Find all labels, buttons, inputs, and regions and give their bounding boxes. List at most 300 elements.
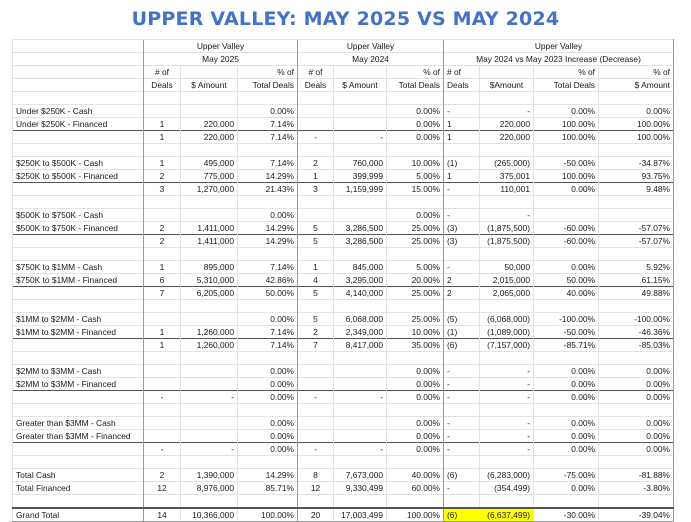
- deals-2024-cell: [298, 378, 334, 391]
- col-header: % of: [599, 66, 674, 79]
- deals-2025-cell: [144, 430, 181, 443]
- col-header: $Amount: [480, 79, 534, 92]
- deals-2025-cell: [144, 313, 181, 326]
- deals-change-cell: -: [444, 417, 480, 430]
- table-row: [13, 118, 674, 131]
- amount-2025-cell: 5,310,000: [181, 274, 238, 287]
- pct-deals-change-cell: [534, 209, 599, 222]
- amount-2025-cell: 1,260,000: [181, 339, 238, 352]
- row-label: $1MM to $2MM - Cash: [13, 313, 144, 326]
- deals-2024-cell: 5: [298, 222, 334, 235]
- empty-cell: [13, 495, 144, 509]
- col-header: Total Deals: [387, 79, 444, 92]
- deals-change-cell: 1: [444, 170, 480, 183]
- amount-2024-cell: [334, 378, 387, 391]
- empty-cell: [181, 248, 238, 261]
- empty-cell: [534, 92, 599, 105]
- amount-2024-cell: -: [334, 131, 387, 144]
- deals-2024-cell: 3: [298, 183, 334, 196]
- empty-cell: [334, 92, 387, 105]
- row-label: $750K to $1MM - Cash: [13, 261, 144, 274]
- empty-cell: [238, 196, 298, 209]
- pct-amount-change-cell: [599, 209, 674, 222]
- amount-2025-cell: -: [181, 391, 238, 404]
- amount-2024-cell: 3,295,000: [334, 274, 387, 287]
- empty-cell: [238, 248, 298, 261]
- pct-deals-change-cell: -75.00%: [534, 469, 599, 482]
- deals-2025-cell: 2: [144, 170, 181, 183]
- row-label: Greater than $3MM - Financed: [13, 430, 144, 443]
- deals-change-cell: -: [444, 391, 480, 404]
- deals-2025-cell: 3: [144, 183, 181, 196]
- amount-2024-cell: [334, 118, 387, 131]
- deals-2024-cell: 1: [298, 261, 334, 274]
- amount-2024-cell: 2,349,000: [334, 326, 387, 339]
- table-row: [13, 417, 674, 430]
- amount-2024-cell: 399,999: [334, 170, 387, 183]
- empty-cell: [181, 92, 238, 105]
- table-row: [13, 170, 674, 183]
- col-header: # of: [444, 66, 480, 79]
- empty-cell: [298, 404, 334, 417]
- empty-cell: [144, 300, 181, 313]
- amount-2025-cell: [181, 209, 238, 222]
- pct-deals-2024-cell: 0.00%: [387, 417, 444, 430]
- row-label: $2MM to $3MM - Financed: [13, 378, 144, 391]
- pct-amount-change-cell: -34.87%: [599, 157, 674, 170]
- pct-deals-2025-cell: 0.00%: [238, 105, 298, 118]
- spacer-row: [13, 404, 674, 417]
- pct-deals-2025-cell: 7.14%: [238, 157, 298, 170]
- row-label: $2MM to $3MM - Cash: [13, 365, 144, 378]
- pct-amount-change-cell: 0.00%: [599, 430, 674, 443]
- empty-cell: [181, 495, 238, 509]
- amount-2025-cell: 1,411,000: [181, 235, 238, 248]
- empty-cell: [144, 352, 181, 365]
- empty-cell: [387, 352, 444, 365]
- amount-change-cell: (7,157,000): [480, 339, 534, 352]
- pct-deals-2025-cell: 14.29%: [238, 469, 298, 482]
- empty-cell: [144, 495, 181, 509]
- pct-deals-change-cell: 100.00%: [534, 118, 599, 131]
- deals-2024-cell: 5: [298, 313, 334, 326]
- empty-cell: [298, 144, 334, 157]
- deals-2025-cell: 1: [144, 326, 181, 339]
- subtotal-row: [13, 287, 674, 300]
- amount-change-cell: (6,283,000): [480, 469, 534, 482]
- pct-deals-change-cell: 50.00%: [534, 274, 599, 287]
- pct-amount-change-cell: -3.80%: [599, 482, 674, 495]
- amount-2025-cell: 6,205,000: [181, 287, 238, 300]
- pct-deals-2024-cell: 0.00%: [387, 209, 444, 222]
- deals-change-cell: -: [444, 482, 480, 495]
- pct-deals-change-cell: 100.00%: [534, 170, 599, 183]
- amount-2024-cell: 3,286,500: [334, 235, 387, 248]
- pct-deals-change-cell: -60.00%: [534, 235, 599, 248]
- pct-amount-change-cell: 0.00%: [599, 417, 674, 430]
- pct-deals-2025-cell: 21.43%: [238, 183, 298, 196]
- deals-2025-cell: [144, 365, 181, 378]
- empty-cell: [298, 300, 334, 313]
- amount-change-cell: -: [480, 365, 534, 378]
- column-header-row-2: [13, 79, 674, 92]
- row-label: $750K to $1MM - Financed: [13, 274, 144, 287]
- amount-2024-cell: 845,000: [334, 261, 387, 274]
- pct-deals-2024-cell: 0.00%: [387, 365, 444, 378]
- pct-amount-change-cell: 49.88%: [599, 287, 674, 300]
- deals-2024-cell: 8: [298, 469, 334, 482]
- pct-deals-change-cell: -100.00%: [534, 313, 599, 326]
- row-label: [13, 287, 144, 300]
- pct-deals-change-cell: 0.00%: [534, 443, 599, 456]
- table-row: [13, 157, 674, 170]
- pct-deals-2025-cell: 0.00%: [238, 430, 298, 443]
- pct-amount-change-cell: 0.00%: [599, 391, 674, 404]
- deals-change-cell: 2: [444, 274, 480, 287]
- col-header: Total Deals: [238, 79, 298, 92]
- empty-cell: [13, 248, 144, 261]
- pct-deals-2024-cell: 15.00%: [387, 183, 444, 196]
- empty-cell: [480, 248, 534, 261]
- table-row: [13, 326, 674, 339]
- pct-deals-2024-cell: 5.00%: [387, 261, 444, 274]
- amount-change-cell: (6,637,499): [480, 508, 534, 522]
- pct-amount-change-cell: -46.36%: [599, 326, 674, 339]
- empty-cell: [387, 144, 444, 157]
- empty-cell: [534, 456, 599, 469]
- amount-change-cell: -: [480, 209, 534, 222]
- pct-deals-change-cell: 0.00%: [534, 183, 599, 196]
- empty-cell: [238, 495, 298, 509]
- deals-2025-cell: [144, 209, 181, 222]
- col-header: % of: [387, 66, 444, 79]
- deals-2025-cell: 6: [144, 274, 181, 287]
- amount-change-cell: -: [480, 443, 534, 456]
- pct-deals-change-cell: 0.00%: [534, 261, 599, 274]
- empty-cell: [13, 456, 144, 469]
- amount-change-cell: (354,499): [480, 482, 534, 495]
- amount-change-cell: -: [480, 391, 534, 404]
- deals-2025-cell: 1: [144, 157, 181, 170]
- spacer-row: [13, 300, 674, 313]
- amount-2025-cell: [181, 378, 238, 391]
- group-change-period: May 2024 vs May 2023 Increase (Decrease): [444, 53, 674, 66]
- col-header: $ Amount: [181, 79, 238, 92]
- spacer-row: [13, 456, 674, 469]
- pct-deals-2024-cell: 60.00%: [387, 482, 444, 495]
- col-header: # of: [144, 66, 181, 79]
- deals-2025-cell: 2: [144, 235, 181, 248]
- subtotal-row: [13, 391, 674, 404]
- pct-amount-change-cell: -57.07%: [599, 235, 674, 248]
- pct-deals-2025-cell: 0.00%: [238, 391, 298, 404]
- pct-deals-2024-cell: 0.00%: [387, 430, 444, 443]
- empty-cell: [480, 144, 534, 157]
- empty-cell: [534, 404, 599, 417]
- amount-change-cell: 220,000: [480, 131, 534, 144]
- table-row: [13, 222, 674, 235]
- deals-2024-cell: 12: [298, 482, 334, 495]
- row-label: $250K to $500K - Cash: [13, 157, 144, 170]
- empty-cell: [599, 456, 674, 469]
- amount-change-cell: (1,089,000): [480, 326, 534, 339]
- col-header: Total Deals: [534, 79, 599, 92]
- empty-cell: [13, 404, 144, 417]
- pct-amount-change-cell: 9.48%: [599, 183, 674, 196]
- deals-change-cell: -: [444, 378, 480, 391]
- col-header: [480, 66, 534, 79]
- empty-cell: [444, 144, 480, 157]
- empty-cell: [334, 144, 387, 157]
- table-row: [13, 378, 674, 391]
- pct-deals-2024-cell: 10.00%: [387, 326, 444, 339]
- empty-cell: [144, 196, 181, 209]
- empty-cell: [444, 248, 480, 261]
- amount-2025-cell: -: [181, 443, 238, 456]
- amount-2024-cell: [334, 365, 387, 378]
- spacer-row: [13, 144, 674, 157]
- pct-deals-2024-cell: 0.00%: [387, 378, 444, 391]
- deals-2024-cell: [298, 417, 334, 430]
- pct-deals-2025-cell: 14.29%: [238, 235, 298, 248]
- amount-change-cell: 2,065,000: [480, 287, 534, 300]
- empty-cell: [534, 196, 599, 209]
- deals-2025-cell: 14: [144, 508, 181, 522]
- deals-change-cell: -: [444, 209, 480, 222]
- empty-cell: [13, 196, 144, 209]
- pct-amount-change-cell: 100.00%: [599, 131, 674, 144]
- deals-2024-cell: 4: [298, 274, 334, 287]
- row-label: Total Financed: [13, 482, 144, 495]
- amount-change-cell: 50,000: [480, 261, 534, 274]
- table-row: [13, 313, 674, 326]
- deals-change-cell: 2: [444, 287, 480, 300]
- deals-2024-cell: -: [298, 391, 334, 404]
- amount-change-cell: 2,015,000: [480, 274, 534, 287]
- empty-cell: [334, 495, 387, 509]
- amount-change-cell: 110,001: [480, 183, 534, 196]
- pct-deals-2025-cell: 7.14%: [238, 326, 298, 339]
- pct-deals-change-cell: 0.00%: [534, 105, 599, 118]
- subtotal-row: [13, 183, 674, 196]
- group-2024-period: May 2024: [298, 53, 444, 66]
- pct-amount-change-cell: 0.00%: [599, 443, 674, 456]
- table-row: [13, 209, 674, 222]
- pct-amount-change-cell: 0.00%: [599, 105, 674, 118]
- pct-amount-change-cell: 93.75%: [599, 170, 674, 183]
- deals-change-cell: 1: [444, 118, 480, 131]
- amount-2025-cell: [181, 313, 238, 326]
- empty-cell: [599, 352, 674, 365]
- empty-cell: [144, 92, 181, 105]
- deals-2025-cell: [144, 105, 181, 118]
- amount-change-cell: -: [480, 378, 534, 391]
- pct-deals-2025-cell: 0.00%: [238, 365, 298, 378]
- subtotal-row: [13, 443, 674, 456]
- empty-cell: [13, 144, 144, 157]
- table-row: [13, 274, 674, 287]
- deals-2025-cell: 12: [144, 482, 181, 495]
- empty-cell: [181, 352, 238, 365]
- pct-deals-2024-cell: 25.00%: [387, 222, 444, 235]
- pct-deals-change-cell: -60.00%: [534, 222, 599, 235]
- pct-deals-2025-cell: 0.00%: [238, 443, 298, 456]
- empty-cell: [444, 352, 480, 365]
- pct-amount-change-cell: -57.07%: [599, 222, 674, 235]
- deals-change-cell: -: [444, 430, 480, 443]
- table-row: [13, 105, 674, 118]
- deals-2024-cell: [298, 365, 334, 378]
- pct-amount-change-cell: 61.15%: [599, 274, 674, 287]
- amount-2024-cell: 1,159,999: [334, 183, 387, 196]
- empty-cell: [13, 300, 144, 313]
- amount-2024-cell: 3,286,500: [334, 222, 387, 235]
- row-label: [13, 183, 144, 196]
- deals-change-cell: (1): [444, 157, 480, 170]
- empty-cell: [298, 456, 334, 469]
- amount-2024-cell: 4,140,000: [334, 287, 387, 300]
- empty-cell: [238, 144, 298, 157]
- pct-deals-2024-cell: 25.00%: [387, 287, 444, 300]
- row-label: $500K to $750K - Cash: [13, 209, 144, 222]
- amount-2025-cell: 8,976,000: [181, 482, 238, 495]
- amount-2025-cell: 1,260,000: [181, 326, 238, 339]
- pct-deals-change-cell: -50.00%: [534, 326, 599, 339]
- deals-2025-cell: 2: [144, 469, 181, 482]
- pct-deals-2025-cell: 85.71%: [238, 482, 298, 495]
- row-label: $500K to $750K - Financed: [13, 222, 144, 235]
- deals-2025-cell: 1: [144, 118, 181, 131]
- pct-deals-2024-cell: 0.00%: [387, 443, 444, 456]
- deals-2024-cell: [298, 430, 334, 443]
- empty-cell: [13, 352, 144, 365]
- row-label: [13, 391, 144, 404]
- empty-cell: [480, 495, 534, 509]
- group-change-title: Upper Valley: [444, 40, 674, 53]
- pct-deals-2024-cell: 40.00%: [387, 469, 444, 482]
- deals-2024-cell: 5: [298, 235, 334, 248]
- empty-cell: [599, 92, 674, 105]
- empty-cell: [480, 300, 534, 313]
- deals-comparison-table: [12, 39, 674, 522]
- table-row: [13, 261, 674, 274]
- amount-2025-cell: 1,270,000: [181, 183, 238, 196]
- empty-cell: [387, 248, 444, 261]
- empty-cell: [334, 404, 387, 417]
- pct-amount-change-cell: -85.03%: [599, 339, 674, 352]
- empty-cell: [238, 300, 298, 313]
- row-label: $250K to $500K - Financed: [13, 170, 144, 183]
- pct-deals-change-cell: -30.00%: [534, 508, 599, 522]
- pct-deals-2024-cell: 5.00%: [387, 170, 444, 183]
- amount-2025-cell: 1,411,000: [181, 222, 238, 235]
- deals-2025-cell: [144, 417, 181, 430]
- row-label: Under $250K - Cash: [13, 105, 144, 118]
- deals-change-cell: -: [444, 261, 480, 274]
- amount-2025-cell: [181, 430, 238, 443]
- deals-change-cell: (6): [444, 469, 480, 482]
- deals-change-cell: (3): [444, 222, 480, 235]
- spacer-row: [13, 495, 674, 509]
- row-label: [13, 235, 144, 248]
- empty-cell: [181, 196, 238, 209]
- table-row: [13, 469, 674, 482]
- amount-2025-cell: 220,000: [181, 118, 238, 131]
- amount-2024-cell: -: [334, 443, 387, 456]
- pct-amount-change-cell: 0.00%: [599, 378, 674, 391]
- amount-2024-cell: 8,417,000: [334, 339, 387, 352]
- report-title: UPPER VALLEY: MAY 2025 VS MAY 2024: [131, 8, 560, 30]
- deals-2024-cell: -: [298, 443, 334, 456]
- amount-change-cell: 220,000: [480, 118, 534, 131]
- pct-deals-2025-cell: 14.29%: [238, 222, 298, 235]
- empty-cell: [334, 196, 387, 209]
- empty-cell: [444, 196, 480, 209]
- deals-2024-cell: [298, 105, 334, 118]
- empty-cell: [534, 300, 599, 313]
- amount-2024-cell: [334, 209, 387, 222]
- col-header: Deals: [444, 79, 480, 92]
- amount-change-cell: (6,068,000): [480, 313, 534, 326]
- deals-2025-cell: 1: [144, 339, 181, 352]
- empty-cell: [298, 92, 334, 105]
- subtotal-row: [13, 235, 674, 248]
- empty-cell: [334, 456, 387, 469]
- empty-cell: [144, 248, 181, 261]
- deals-2025-cell: -: [144, 443, 181, 456]
- pct-deals-change-cell: 0.00%: [534, 430, 599, 443]
- spacer-row: [13, 248, 674, 261]
- pct-deals-2024-cell: 100.00%: [387, 508, 444, 522]
- deals-change-cell: -: [444, 443, 480, 456]
- empty-cell: [599, 196, 674, 209]
- empty-cell: [599, 404, 674, 417]
- empty-cell: [238, 92, 298, 105]
- deals-2024-cell: -: [298, 131, 334, 144]
- deals-2025-cell: 1: [144, 131, 181, 144]
- group-header-row-2: [13, 53, 674, 66]
- pct-amount-change-cell: -39.04%: [599, 508, 674, 522]
- amount-change-cell: -: [480, 105, 534, 118]
- pct-deals-2025-cell: 7.14%: [238, 261, 298, 274]
- row-label: [13, 131, 144, 144]
- spacer-row: [13, 352, 674, 365]
- empty-cell: [238, 352, 298, 365]
- deals-2024-cell: [298, 118, 334, 131]
- pct-deals-change-cell: 100.00%: [534, 131, 599, 144]
- empty-cell: [480, 352, 534, 365]
- empty-cell: [480, 456, 534, 469]
- pct-deals-2024-cell: 10.00%: [387, 157, 444, 170]
- empty-cell: [534, 144, 599, 157]
- empty-cell: [444, 92, 480, 105]
- pct-deals-2024-cell: 0.00%: [387, 391, 444, 404]
- col-header: Deals: [144, 79, 181, 92]
- col-header: % of: [534, 66, 599, 79]
- empty-cell: [238, 404, 298, 417]
- empty-cell: [387, 495, 444, 509]
- deals-change-cell: (3): [444, 235, 480, 248]
- empty-cell: [13, 92, 144, 105]
- group-2024-title: Upper Valley: [298, 40, 444, 53]
- deals-2024-cell: 7: [298, 339, 334, 352]
- group-header-row-1: [13, 40, 674, 53]
- column-header-row-1: [13, 66, 674, 79]
- amount-2025-cell: [181, 365, 238, 378]
- col-header: [334, 66, 387, 79]
- pct-deals-2024-cell: 25.00%: [387, 235, 444, 248]
- deals-2024-cell: 20: [298, 508, 334, 522]
